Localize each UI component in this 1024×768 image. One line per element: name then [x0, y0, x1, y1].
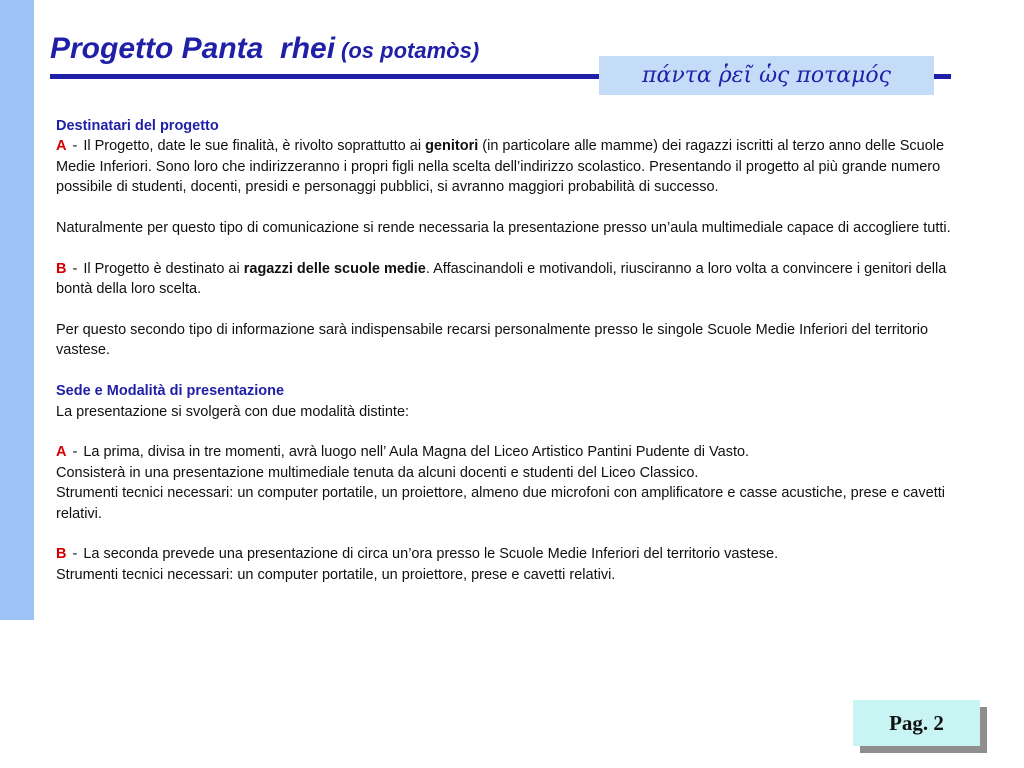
venue-heading: Sede e Modalità di presentazione	[56, 383, 285, 400]
venue-intro: La presentazione si svolgerà con due modalità distinte:	[56, 403, 410, 420]
venue-a-letter: A	[56, 444, 67, 461]
recipients-a-text-pre: Il Progetto, date le sue finalità, è rivolto soprattutto ai	[83, 138, 426, 155]
recipients-a-paragraph	[56, 136, 956, 197]
greek-motto-box	[599, 56, 934, 95]
page-title	[50, 32, 479, 66]
spacer	[56, 422, 956, 442]
venue-a-line1-text: La prima, divisa in tre momenti, avrà luogo nell’ Aula Magna del Liceo Artistico Pantini Pudente di Vasto.	[83, 444, 750, 461]
title-main: Progetto Panta rhei	[50, 32, 336, 65]
recipients-b-dash: -	[72, 260, 78, 277]
spacer	[56, 238, 956, 258]
venue-b-line1-text: La seconda prevede una presentazione di circa un’ora presso le Scuole Medie Inferiori del territorio vastese.	[83, 546, 779, 563]
recipients-a-text-post: (in particolare alle mamme) dei ragazzi iscritti al terzo anno delle Scuole Medie Inferiori. Sono loro che indirizzeranno i propri figli nella scelta dell’indirizzo scolastico. Presentando il progetto al più grande numero possibile di studenti, docenti, presidi e personaggi pubblici, si avranno maggiori probabilità di successo.	[56, 138, 945, 196]
left-accent-bar	[0, 0, 34, 620]
recipients-b-note: Per questo secondo tipo di informazione sarà indispensabile recarsi personalmente presso le singole Scuole Medie Inferiori del territorio vastese.	[56, 322, 929, 359]
spacer	[56, 198, 956, 218]
greek-motto: πάντα ῥεῖ ὡς ποταμός	[642, 63, 891, 88]
spacer	[56, 361, 956, 381]
venue-b-letter: B	[56, 546, 67, 563]
recipients-b-paragraph	[56, 259, 956, 300]
recipients-b-text-pre: Il Progetto è destinato ai	[83, 260, 244, 277]
recipients-b-letter: B	[56, 260, 67, 277]
slide-content	[56, 116, 956, 585]
page-number-box	[853, 700, 980, 746]
spacer	[56, 524, 956, 544]
spacer	[56, 300, 956, 320]
recipients-b-text-post: . Affascinandoli e motivandoli, riusciranno a loro volta a convincere i genitori della bontà della loro scelta.	[56, 260, 947, 298]
title-subtitle: (os potamòs)	[341, 38, 480, 63]
recipients-a-bold: genitori	[425, 138, 479, 155]
recipients-b-bold: ragazzi delle scuole medie	[243, 260, 426, 277]
recipients-a-dash: -	[72, 138, 78, 155]
venue-a-line3: Strumenti tecnici necessari: un computer portatile, un proiettore, almeno due microfoni con amplificatore e casse acustiche, prese e cavetti relativi.	[56, 485, 945, 522]
venue-b-dash: -	[72, 546, 78, 563]
venue-a-line1	[56, 442, 956, 462]
recipients-a-note: Naturalmente per questo tipo di comunicazione si rende necessaria la presentazione presso un’aula multimediale capace di accogliere tutti.	[56, 220, 951, 237]
recipients-a-letter: A	[56, 138, 67, 155]
page-number: Pag. 2	[889, 710, 944, 735]
venue-a-line2: Consisterà in una presentazione multimediale tenuta da alcuni docenti e studenti del Liceo Classico.	[56, 464, 699, 481]
venue-b-line1	[56, 544, 956, 564]
venue-b-line2: Strumenti tecnici necessari: un computer portatile, un proiettore, prese e cavetti relativi.	[56, 566, 616, 583]
venue-a-dash: -	[72, 444, 78, 461]
recipients-heading: Destinatari del progetto	[56, 118, 219, 134]
